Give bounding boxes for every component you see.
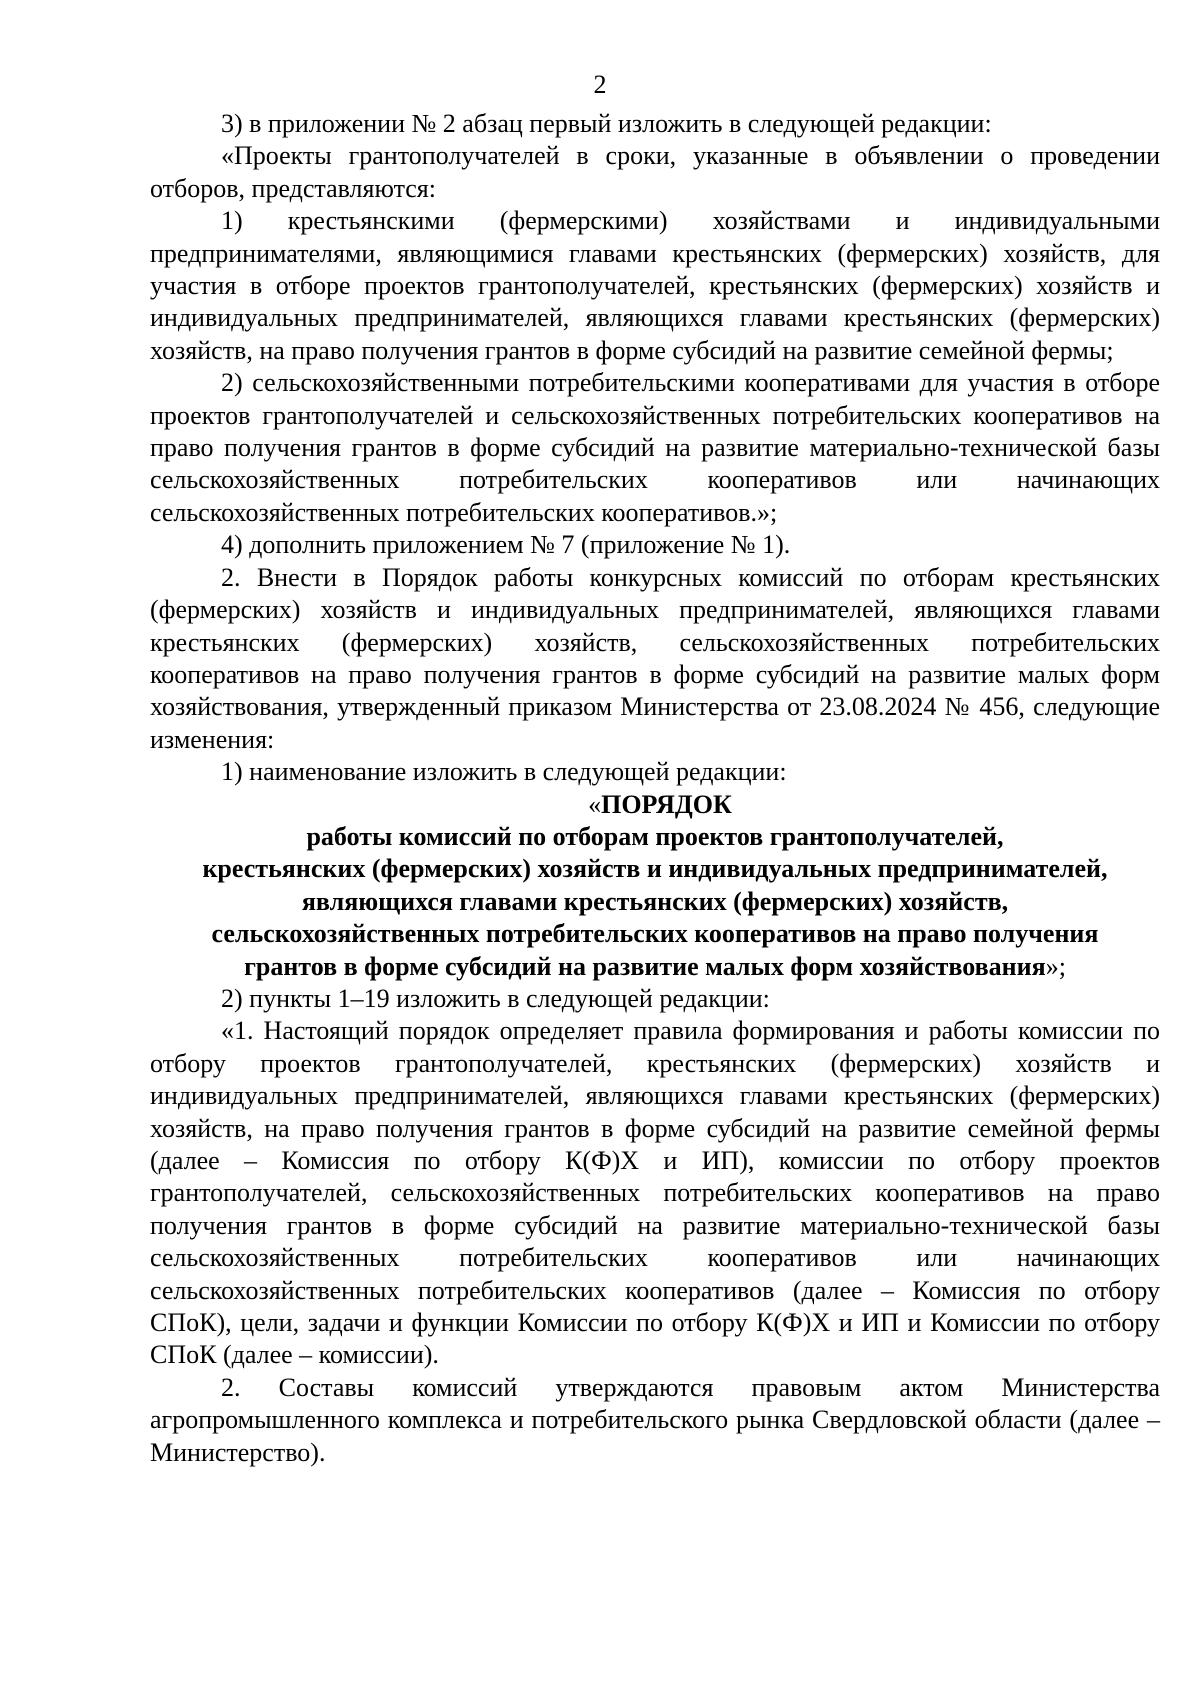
- heading-title-line: [150, 789, 1160, 821]
- paragraph-item-2-cooperatives: 2) сельскохозяйственными потребительскими кооперативами для участия в отборе проектов грантополучателей и сельскохозяйственных потребительских кооперативов на право получения грантов в форме субсидий на развитие материально-технической базы сельскохозяйственных потребительских кооперативов или начинающих сельскохозяйственных потребительских кооперативов.»;: [150, 368, 1160, 527]
- heading-line-4: сельскохозяйственных потребительских кооперативов на право получения: [211, 919, 1099, 949]
- heading-line-5-text: грантов в форме субсидий на развитие малых форм хозяйствования: [244, 951, 1046, 981]
- paragraph-amend-3: 3) в приложении № 2 абзац первый изложить в следующей редакции:: [221, 109, 992, 138]
- heading-line-3: являющихся главами крестьянских (фермерских) хозяйств,: [301, 886, 1009, 916]
- document-body: [150, 108, 1160, 1469]
- heading-line-5-suffix: »;: [1045, 951, 1066, 981]
- heading-line-5: [150, 951, 1160, 983]
- heading-open-quote: «: [588, 789, 602, 819]
- heading-title: ПОРЯДОК: [601, 789, 732, 819]
- page-number: 2: [593, 70, 607, 99]
- paragraph-rename: 1) наименование изложить в следующей редакции:: [221, 757, 787, 787]
- paragraph-item-1-farms: 1) крестьянскими (фермерскими) хозяйствами и индивидуальными предпринимателями, являющимися главами крестьянских (фермерских) хозяйств, для участия в отборе проектов грантополучателей, крестьянских (фермерских) хозяйств и индивидуальных предпринимателей, являющихся главами крестьянских (фермерских) хозяйств, на право получения грантов в форме субсидий на развитие семейной фермы;: [150, 206, 1160, 365]
- paragraph-point-1: «1. Настоящий порядок определяет правила формирования и работы комиссии по отбору проектов грантополучателей, крестьянских (фермерских) хозяйств и индивидуальных предпринимателей, являющихся главами крестьянских (фермерских) хозяйств, на право получения грантов в форме субсидий на развитие семейной фермы (далее – Комиссия по отбору К(Ф)Х и ИП), комиссии по отбору проектов грантополучателей, сельскохозяйственных потребительских кооперативов на право получения грантов в форме субсидий на развитие материально-технической базы сельскохозяйственных потребительских кооперативов или начинающих сельскохозяйственных потребительских кооперативов (далее – Комиссия по отбору СПоК), цели, задачи и функции Комиссии по отбору К(Ф)Х и ИП и Комиссии по отбору СПоК (далее – комиссии).: [150, 1016, 1160, 1370]
- heading-line-2: крестьянских (фермерских) хозяйств и индивидуальных предпринимателей,: [202, 854, 1108, 884]
- paragraph-point-2: 2. Составы комиссий утверждаются правовым актом Министерства агропромышленного комплекса и потребительского рынка Свердловской области (далее – Министерство).: [150, 1372, 1160, 1467]
- heading-line-1: работы комиссий по отборам проектов грантополучателей,: [306, 821, 1004, 851]
- paragraph-points-1-19: 2) пункты 1–19 изложить в следующей редакции:: [221, 983, 770, 1013]
- paragraph-projects-intro: «Проекты грантополучателей в сроки, указанные в объявлении о проведении отборов, представляются:: [150, 141, 1160, 203]
- paragraph-section-2: 2. Внести в Порядок работы конкурсных комиссий по отборам крестьянских (фермерских) хозяйств и индивидуальных предпринимателей, являющихся главами крестьянских (фермерских) хозяйств, сельскохозяйственных потребительских кооперативов на право получения грантов в форме субсидий на развитие малых форм хозяйствования, утвержденный приказом Министерства от 23.08.2024 № 456, следующие изменения:: [150, 562, 1160, 754]
- paragraph-amend-4: 4) дополнить приложением № 7 (приложение № 1).: [221, 530, 791, 560]
